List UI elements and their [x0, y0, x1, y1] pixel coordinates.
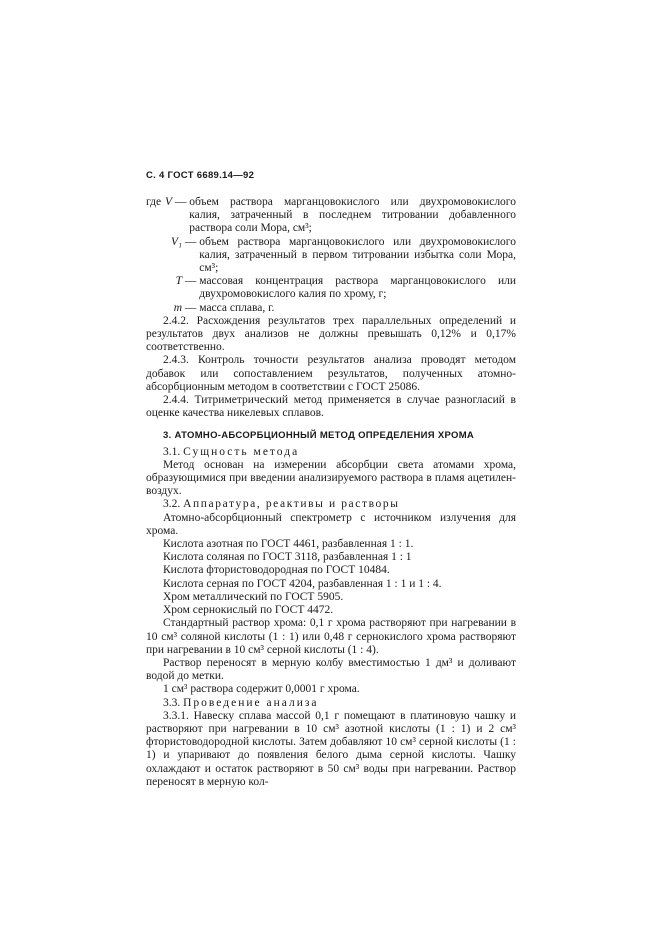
- paragraph-3-3-1: 3.3.1. Навеску сплава массой 0,1 г помещают в платиновую чашку и растворяют при нагревании в 10 см³ азотной кислоты (1 : 1) и 2 см³ фтористоводородной кислоты. Затем добавляют 10 см³ серной кислоты (1 : 1) и упаривают до появления белого дыма серной кислоты. Чашку охлаждают и остаток растворяют в 50 см³ воды при нагревании. Раствор переносят в мерную кол-: [146, 709, 516, 788]
- definition-dash: —: [182, 235, 200, 248]
- definition-dash: —: [182, 301, 200, 314]
- subsection-3-2-heading: [146, 498, 516, 511]
- definition-text: массовая концентрация раствора марганцовокислого или двухромовокислого калия по хрому, г;: [199, 275, 516, 301]
- definition-dash: —: [171, 196, 190, 208]
- subsection-title: Сущность метода: [183, 445, 300, 458]
- reagent-item: Кислота фтористоводородная по ГОСТ 10484.: [163, 564, 390, 577]
- document-body: [146, 196, 516, 789]
- subsection-number: 3.2.: [163, 498, 181, 511]
- transfer-paragraph: Раствор переносят в мерную колбу вместимостью 1 дм³ и доливают водой до метки.: [146, 656, 516, 683]
- paragraph-2-4-4: 2.4.4. Титриметрический метод применяется в случае разногласий в оценке качества никелевых сплавов.: [146, 394, 516, 420]
- definition-text: объем раствора марганцовокислого или двухромовокислого калия, затраченный в первом титровании избытка соли Мора, см³;: [199, 235, 516, 275]
- variable-symbol: V: [164, 196, 172, 208]
- subsection-number: 3.3.: [163, 696, 181, 709]
- definition-v: [146, 196, 516, 236]
- concentration-note: 1 см³ раствора содержит 0,0001 г хрома.: [163, 683, 360, 696]
- reagent-item: Хром металлический по ГОСТ 5905.: [163, 590, 344, 603]
- subsection-3-3-heading: [146, 697, 516, 710]
- paragraph-3-1: Метод основан на измерении абсорбции света атомами хрома, образующимися при введении анализируемого раствора в пламя ацетилен-воздух.: [146, 458, 516, 498]
- paragraph-2-4-2: 2.4.2. Расхождения результатов трех параллельных определений и результатов двух анализов не должны превышать 0,12% и 0,17% соответственно.: [146, 314, 516, 354]
- standard-solution-paragraph: Стандартный раствор хрома: 0,1 г хрома растворяют при нагревании в 10 см³ соляной кислоты (1 : 1) или 0,48 г сернокислого хрома растворяют при нагревании в 10 см³ серной кислоты (1 : 4).: [146, 617, 516, 656]
- page-header: С. 4 ГОСТ 6689.14—92: [146, 170, 255, 181]
- definition-m: [146, 302, 516, 315]
- paragraph-2-4-3: 2.4.3. Контроль точности результатов анализа проводят методом добавок или сопоставлением результатов, полученных атомно-абсорбционным методом в соответствии с ГОСТ 25086.: [146, 354, 516, 393]
- definition-dash: —: [182, 275, 200, 288]
- definition-text: масса сплава, г.: [199, 301, 275, 314]
- variable-symbol: m: [173, 301, 182, 314]
- subsection-title: Аппаратура, реактивы и растворы: [183, 498, 400, 511]
- reagent-item: Кислота азотная по ГОСТ 4461, разбавленная 1 : 1.: [163, 538, 414, 551]
- definition-t: [146, 275, 516, 301]
- definition-text: объем раствора марганцовокислого или двухромовокислого калия, затраченный в последнем титровании добавленного раствора соли Мора, см³;: [189, 196, 516, 235]
- definition-prefix: где: [146, 196, 164, 208]
- section-3-heading: 3. АТОМНО-АБСОРБЦИОННЫЙ МЕТОД ОПРЕДЕЛЕНИЯ ХРОМА: [163, 430, 475, 442]
- subsection-title: Проведение анализа: [183, 696, 319, 709]
- definition-v1: [146, 236, 516, 276]
- subsection-3-1-heading: [146, 446, 516, 459]
- variable-symbol: V₁: [170, 235, 182, 248]
- reagent-item: Хром сернокислый по ГОСТ 4472.: [163, 604, 334, 617]
- spectrometer-item: Атомно-абсорбционный спектрометр с источником излучения для хрома.: [146, 511, 516, 537]
- variable-symbol: T: [175, 275, 182, 288]
- reagent-item: Кислота соляная по ГОСТ 3118, разбавленная 1 : 1: [163, 551, 412, 564]
- subsection-number: 3.1.: [163, 445, 181, 458]
- reagent-item: Кислота серная по ГОСТ 4204, разбавленная 1 : 1 и 1 : 4.: [163, 577, 442, 590]
